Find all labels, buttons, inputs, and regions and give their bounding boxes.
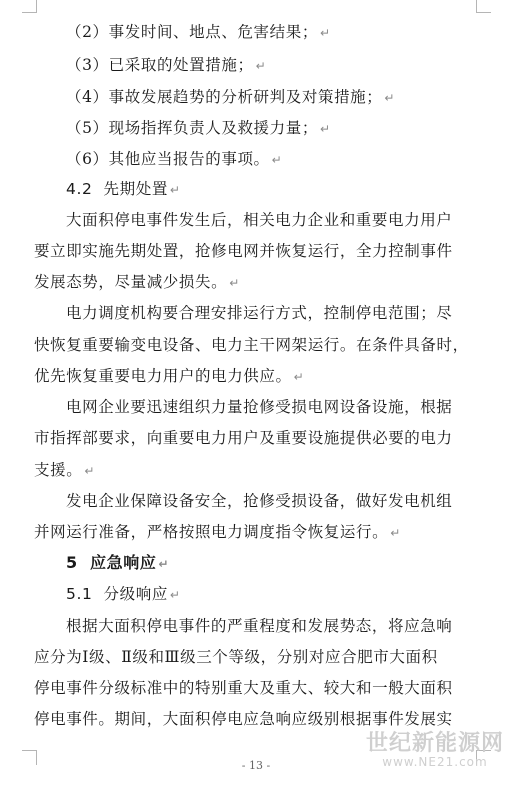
- paragraph-line: 快恢复重要输变电设备、电力主干网架运行。在条件具备时，: [34, 336, 469, 354]
- page-corner-mark: [476, 0, 491, 13]
- paragraph-mark: ↵: [384, 91, 396, 105]
- list-item: （4）事故发展趋势的分析研判及对策措施； ↵: [66, 88, 396, 106]
- paragraph-mark: ↵: [169, 588, 181, 602]
- page-number: - 13 -: [241, 759, 271, 772]
- paragraph-mark: ↵: [319, 122, 331, 136]
- watermark-url: www.NE21.com: [382, 755, 488, 769]
- paragraph-mark: ↵: [319, 26, 331, 40]
- paragraph-line: 要立即实施先期处置，抢修电网并恢复运行，全力控制事件: [34, 242, 453, 260]
- paragraph-line: 停电事件分级标准中的特别重大及重大、较大和一般大面积: [34, 679, 453, 697]
- paragraph-line: 市指挥部要求，向重要电力用户及重要设施提供必要的电力: [34, 429, 453, 447]
- site-watermark: [366, 726, 504, 769]
- section-heading-4-2: 4.2 先期处置 ↵: [66, 180, 181, 198]
- list-item: （6）其他应当报告的事项。 ↵: [66, 150, 283, 168]
- paragraph-mark: ↵: [169, 183, 181, 197]
- page-corner-mark: [22, 0, 37, 13]
- paragraph-line: 应分为Ⅰ级、Ⅱ级和Ⅲ级三个等级，分别对应合肥市大面积: [34, 648, 438, 666]
- paragraph-line: 发电企业保障设备安全，抢修受损设备，做好发电机组: [66, 492, 453, 510]
- paragraph-line: 发展态势，尽量减少损失。 ↵: [34, 273, 240, 291]
- section-heading-5: 5 应急响应 ↵: [66, 553, 170, 572]
- paragraph-mark: ↵: [390, 526, 401, 540]
- paragraph-line: 优先恢复重要电力用户的电力供应。 ↵: [34, 367, 305, 385]
- list-item: （2）事发时间、地点、危害结果； ↵: [66, 23, 331, 41]
- section-heading-5-1: 5.1 分级响应 ↵: [66, 585, 181, 603]
- list-item: （5）现场指挥负责人及救援力量； ↵: [66, 119, 331, 137]
- paragraph-mark: ↵: [271, 153, 283, 167]
- paragraph-mark: ↵: [255, 59, 267, 73]
- paragraph-mark: ↵: [158, 557, 170, 571]
- paragraph-line: 根据大面积停电事件的严重程度和发展势态，将应急响: [66, 617, 453, 635]
- paragraph-mark: ↵: [229, 276, 240, 290]
- list-item: （3）已采取的处置措施； ↵: [66, 56, 267, 74]
- paragraph-mark: ↵: [293, 370, 305, 384]
- paragraph-line: 停电事件。期间，大面积停电应急响应级别根据事件发展实: [34, 710, 453, 728]
- paragraph-line: 电力调度机构要合理安排运行方式，控制停电范围；尽: [66, 304, 453, 322]
- paragraph-line: 电网企业要迅速组织力量抢修受损电网设备设施，根据: [66, 398, 453, 416]
- paragraph-line: 大面积停电事件发生后，相关电力企业和重要电力用户: [66, 211, 453, 229]
- paragraph-line: 并网运行准备，严格按照电力调度指令恢复运行。 ↵: [34, 523, 401, 541]
- paragraph-mark: ↵: [84, 464, 95, 478]
- watermark-name: 世纪新能源网: [365, 731, 504, 756]
- paragraph-line: 支援。 ↵: [34, 461, 95, 479]
